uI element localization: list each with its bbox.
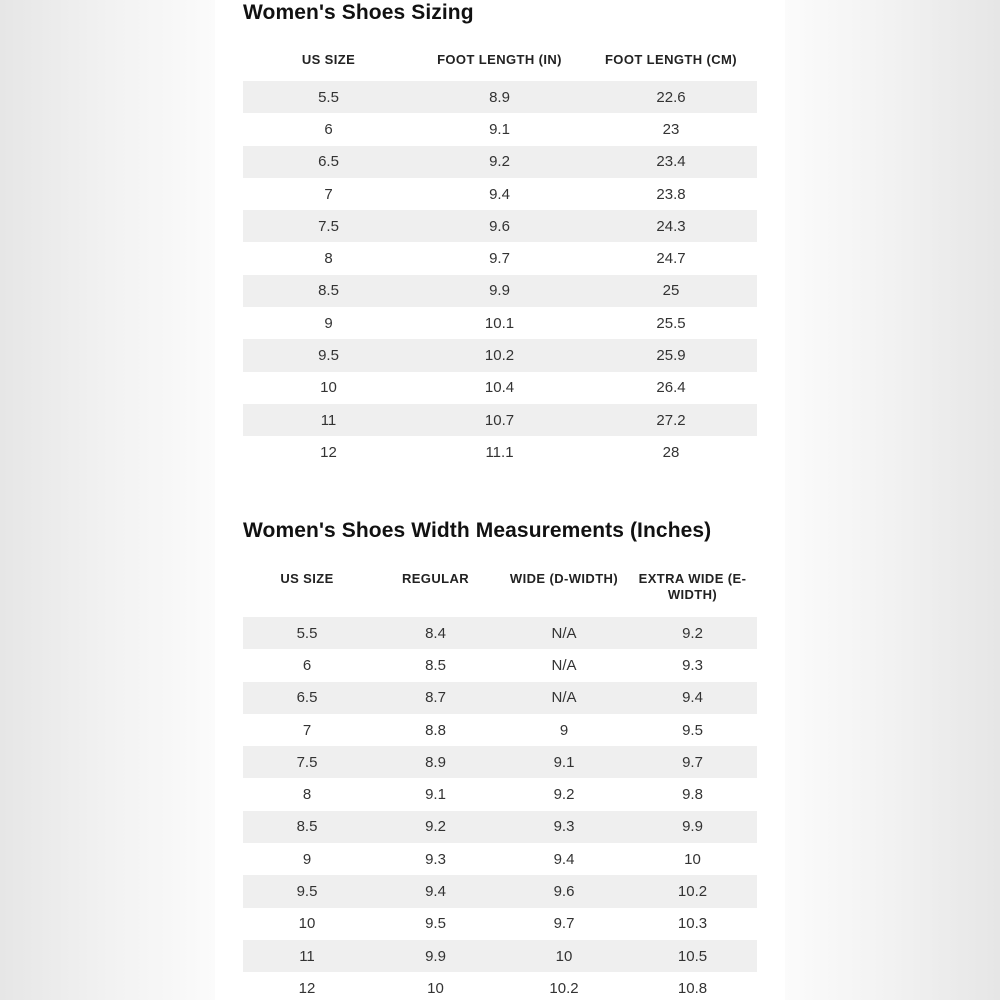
cell-foot-length-in: 9.2: [489, 153, 510, 171]
cell-us-size: 10: [320, 379, 337, 397]
cell-us-size: 7: [324, 185, 333, 203]
table-row: [243, 404, 757, 436]
cell-regular: 9.1: [425, 786, 446, 804]
cell-us-size: 10: [298, 915, 316, 933]
cell-us-size: 8.5: [318, 282, 339, 300]
cell-regular: 8.5: [425, 656, 446, 674]
table-row: [243, 146, 757, 178]
cell-wide: 9: [559, 721, 569, 739]
table-row: [243, 972, 757, 1000]
cell-wide: N/A: [551, 689, 577, 707]
column-header-foot-length-in: FOOT LENGTH (IN): [437, 52, 562, 67]
cell-wide: 9.1: [553, 753, 575, 771]
cell-us-size: 8: [302, 786, 312, 804]
cell-us-size: 8.5: [296, 818, 318, 836]
table-row: [243, 210, 757, 242]
cell-extra-wide: 9.7: [682, 753, 703, 771]
cell-wide: 10: [555, 947, 573, 965]
cell-extra-wide: 9.5: [682, 721, 703, 739]
cell-us-size: 7.5: [318, 217, 339, 235]
cell-regular: 9.9: [425, 947, 446, 965]
sizing-section-title: Women's Shoes Sizing: [243, 1, 474, 24]
table-row: [243, 875, 757, 907]
sizing-table-header: [243, 52, 757, 68]
cell-extra-wide: 10.2: [677, 883, 708, 901]
cell-foot-length-cm: 23.8: [656, 185, 686, 203]
cell-us-size: 6: [302, 656, 312, 674]
table-row: [243, 940, 757, 972]
table-row: [243, 746, 757, 778]
cell-foot-length-cm: 24.3: [656, 217, 686, 235]
cell-foot-length-in: 11.1: [485, 443, 514, 461]
table-row: [243, 649, 757, 681]
cell-foot-length-cm: 23: [662, 120, 680, 138]
cell-us-size: 9: [324, 314, 333, 332]
cell-foot-length-cm: 23.4: [656, 153, 686, 171]
column-header-foot-length-cm: FOOT LENGTH (CM): [604, 52, 738, 67]
cell-extra-wide: 10.8: [677, 979, 708, 997]
cell-us-size: 11: [320, 411, 337, 429]
cell-foot-length-in: 9.7: [489, 250, 510, 268]
table-row: [243, 682, 757, 714]
cell-us-size: 7: [302, 721, 312, 739]
cell-extra-wide: 10: [684, 850, 701, 868]
table-row: [243, 307, 757, 339]
cell-foot-length-cm: 26.4: [656, 379, 686, 397]
cell-wide: 9.4: [553, 850, 575, 868]
cell-regular: 8.4: [425, 624, 446, 642]
cell-foot-length-cm: 28: [662, 443, 680, 461]
cell-extra-wide: 10.5: [677, 947, 708, 965]
sizing-table-body: [243, 81, 757, 469]
cell-foot-length-in: 10.1: [484, 314, 515, 332]
cell-foot-length-in: 10.7: [484, 411, 515, 429]
table-row: [243, 275, 757, 307]
table-row: [243, 372, 757, 404]
cell-foot-length-in: 9.9: [489, 282, 510, 300]
table-row: [243, 242, 757, 274]
table-row: [243, 811, 757, 843]
cell-extra-wide: 9.9: [682, 818, 703, 836]
cell-wide: 9.6: [553, 883, 575, 901]
cell-wide: N/A: [551, 656, 577, 674]
table-row: [243, 617, 757, 649]
cell-wide: 9.3: [553, 818, 575, 836]
cell-foot-length-cm: 25: [662, 282, 680, 300]
cell-regular: 8.7: [425, 689, 446, 707]
cell-regular: 8.9: [425, 753, 446, 771]
cell-extra-wide: 10.3: [677, 915, 708, 933]
column-header-regular: REGULAR: [401, 571, 470, 586]
cell-us-size: 9.5: [296, 883, 318, 901]
cell-foot-length-in: 9.6: [489, 217, 510, 235]
cell-wide: 9.7: [553, 915, 575, 933]
cell-wide: 10.2: [549, 979, 579, 997]
cell-us-size: 6.5: [296, 689, 318, 707]
width-section-title: Women's Shoes Width Measurements (Inches): [243, 519, 712, 542]
cell-wide: 9.2: [553, 786, 575, 804]
cell-regular: 9.5: [425, 915, 446, 933]
cell-regular: 9.3: [425, 850, 446, 868]
table-row: [243, 81, 757, 113]
cell-extra-wide: 9.4: [682, 689, 703, 707]
cell-us-size: 6.5: [318, 153, 339, 171]
cell-regular: 10: [427, 979, 444, 997]
table-row: [243, 113, 757, 145]
table-row: [243, 339, 757, 371]
column-header-extra-wide: EXTRA WIDE (E-WIDTH): [638, 571, 747, 602]
cell-us-size: 12: [320, 443, 337, 461]
width-table-header: [243, 571, 757, 603]
cell-us-size: 9: [302, 850, 312, 868]
cell-us-size: 9.5: [318, 347, 339, 365]
cell-foot-length-in: 10.2: [484, 347, 515, 365]
cell-regular: 9.2: [425, 818, 446, 836]
cell-regular: 8.8: [425, 721, 446, 739]
cell-us-size: 6: [324, 120, 333, 138]
table-row: [243, 178, 757, 210]
column-header-us-size: US SIZE: [280, 571, 334, 586]
cell-foot-length-cm: 22.6: [656, 88, 686, 106]
cell-foot-length-cm: 27.2: [656, 411, 686, 429]
cell-wide: N/A: [551, 624, 577, 642]
cell-us-size: 5.5: [318, 88, 339, 106]
cell-foot-length-in: 8.9: [489, 88, 510, 106]
cell-extra-wide: 9.2: [682, 624, 703, 642]
column-header-wide: WIDE (D-WIDTH): [509, 571, 619, 586]
table-row: [243, 778, 757, 810]
cell-extra-wide: 9.8: [682, 786, 703, 804]
table-row: [243, 843, 757, 875]
column-header-us-size: US SIZE: [301, 52, 356, 67]
table-row: [243, 908, 757, 940]
cell-us-size: 8: [324, 250, 333, 268]
cell-us-size: 11: [299, 947, 315, 965]
width-table-body: [243, 617, 757, 1000]
cell-foot-length-cm: 25.9: [656, 347, 686, 365]
cell-us-size: 5.5: [296, 624, 318, 642]
cell-foot-length-cm: 24.7: [656, 250, 686, 268]
cell-foot-length-in: 10.4: [484, 379, 515, 397]
cell-regular: 9.4: [425, 883, 446, 901]
cell-us-size: 12: [298, 979, 316, 997]
cell-foot-length-cm: 25.5: [656, 314, 686, 332]
cell-foot-length-in: 9.4: [489, 185, 510, 203]
table-row: [243, 714, 757, 746]
cell-foot-length-in: 9.1: [489, 120, 510, 138]
table-row: [243, 436, 757, 468]
cell-extra-wide: 9.3: [682, 656, 703, 674]
cell-us-size: 7.5: [296, 753, 318, 771]
